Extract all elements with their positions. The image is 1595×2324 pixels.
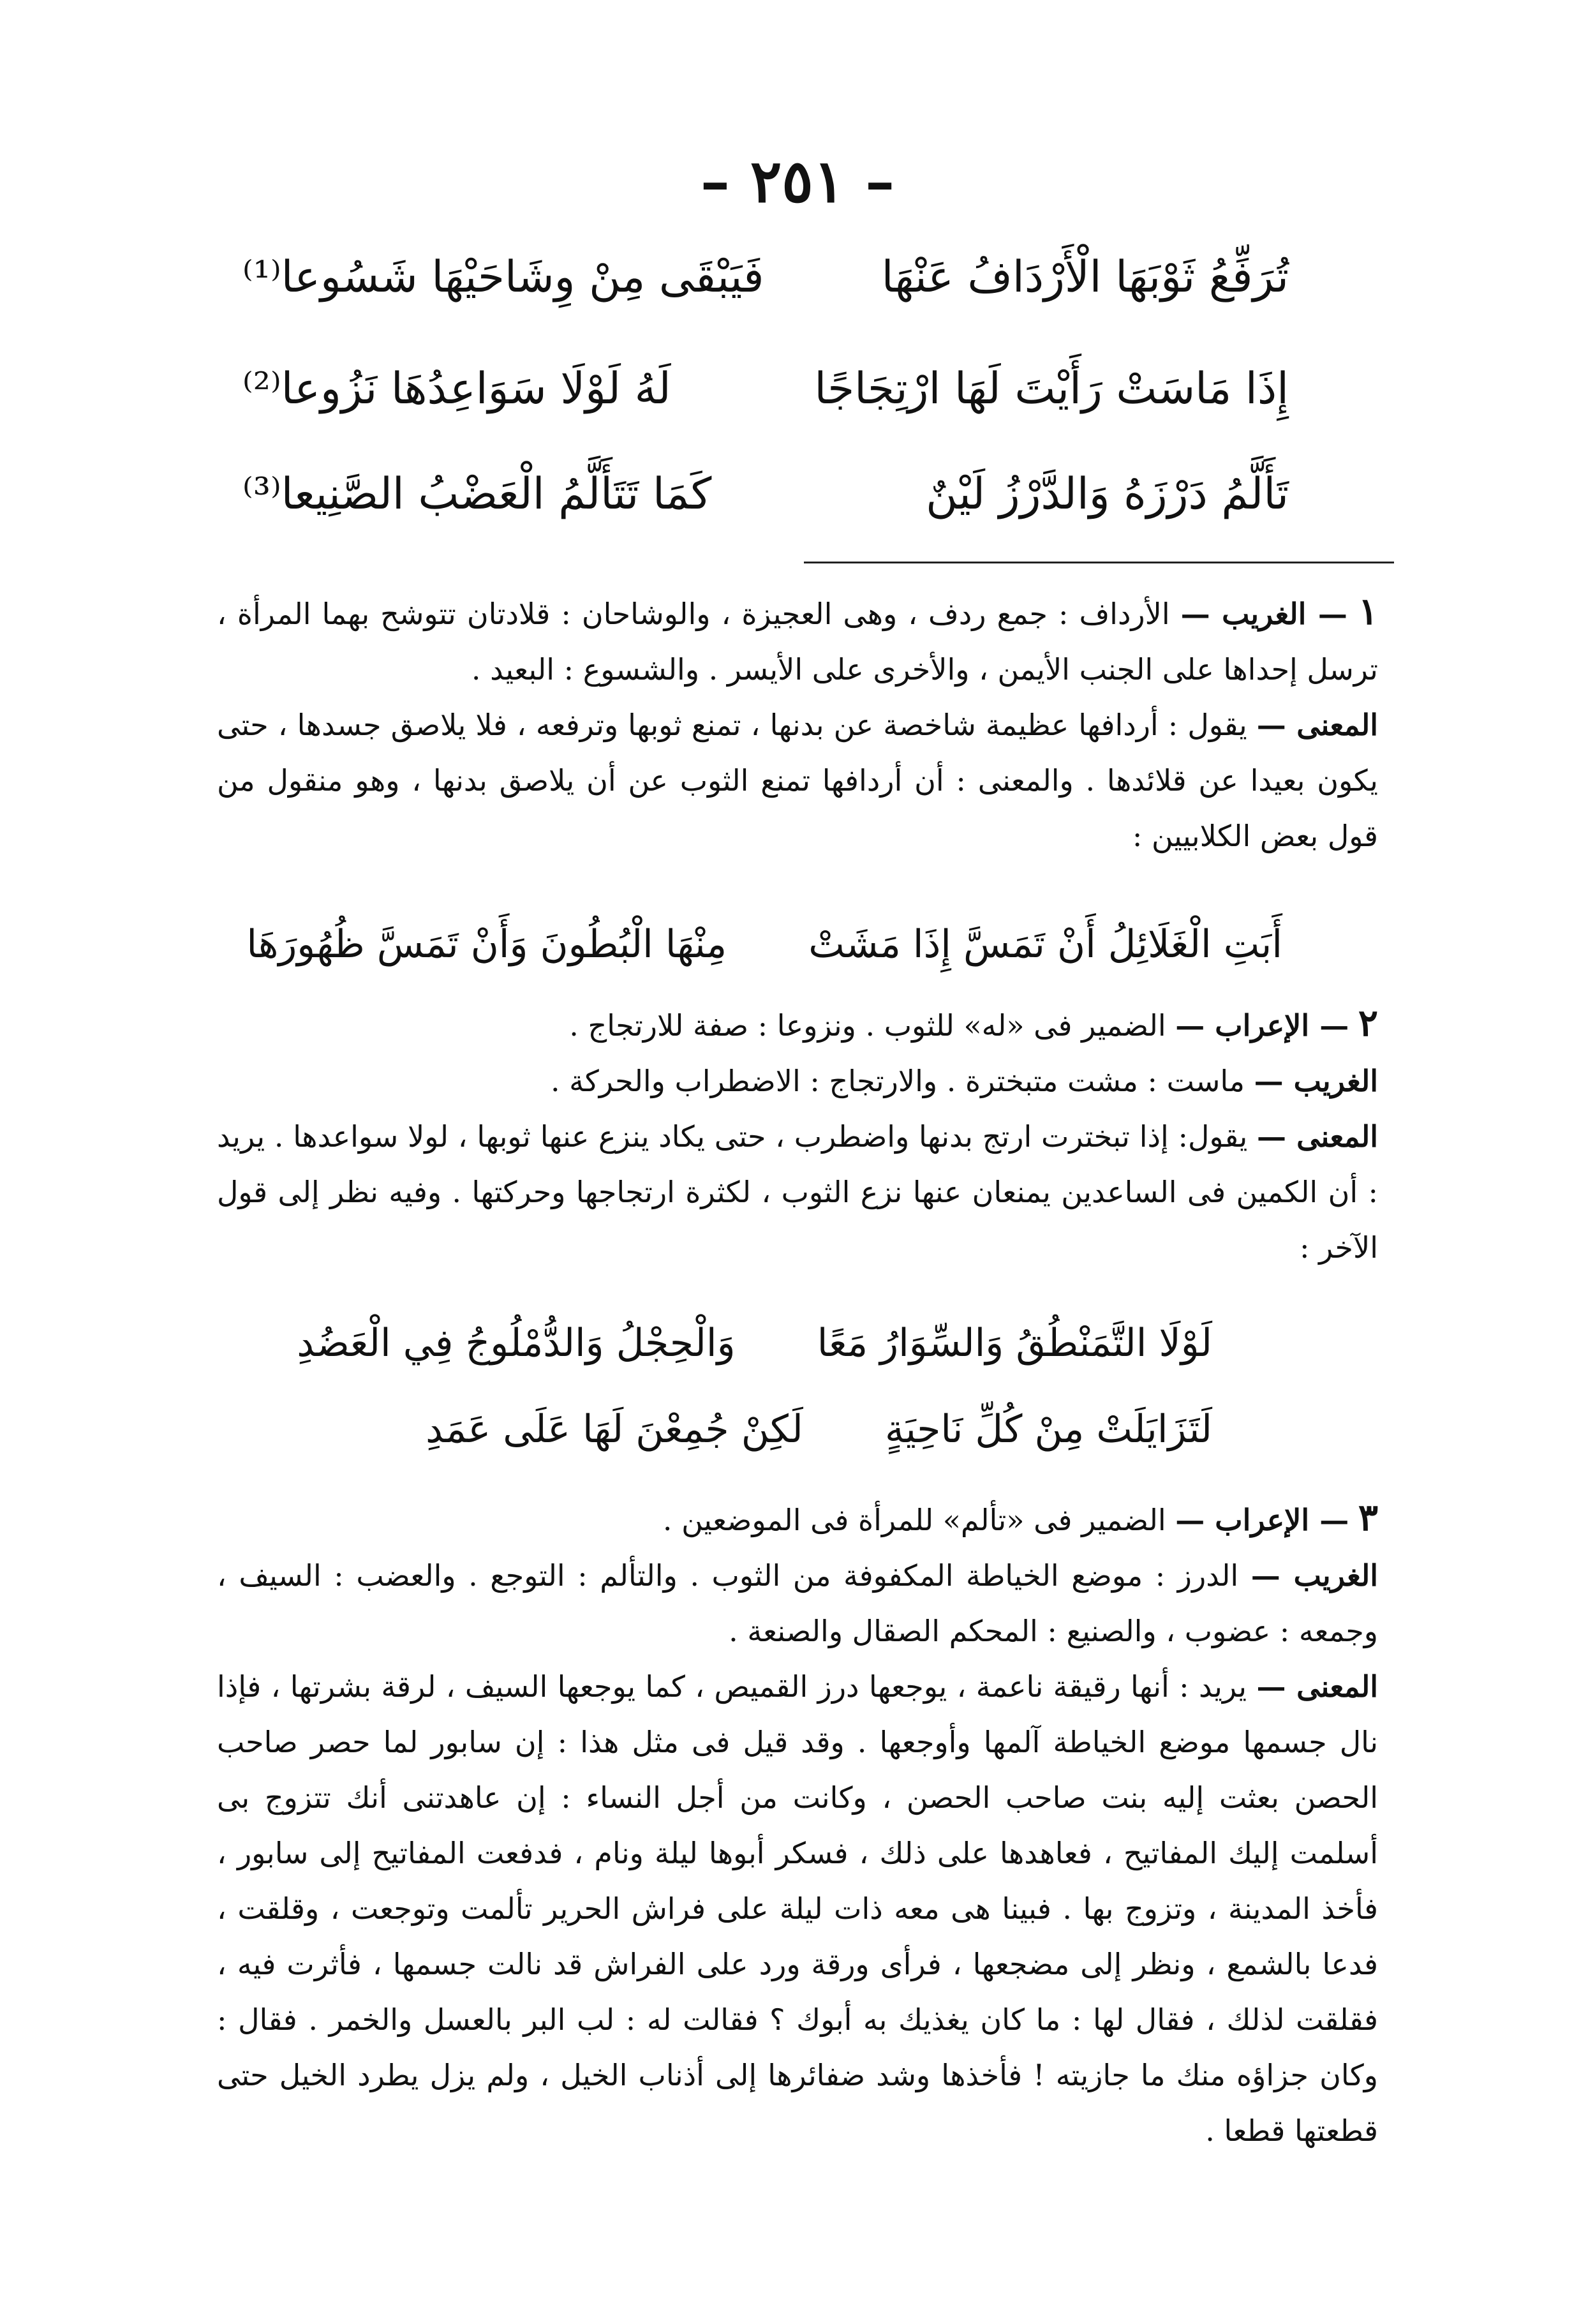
page-number: – ٢٥١ – <box>700 147 895 216</box>
poem-verse-3 <box>242 456 1289 533</box>
gharib-text: الدرز : موضع الخياطة المكفوفة من الثوب . والتألم : التوجع . والعضب : السيف ، وجمعه : عضوب ، والصنيع : المحكم الصقال والصنعة . <box>217 1558 1378 1648</box>
verse-3-second-hemistich: كَمَا تَتَأَلَّمُ الْعَضْبُ الصَّنِيعا⁽³⁾ <box>242 469 712 519</box>
mana-label: المعنى — <box>1257 1119 1378 1154</box>
note-1 <box>217 584 1378 864</box>
quote-second-hemistich: وَالْحِجْلُ وَالدُّمْلُوجُ فِي الْعَضُدِ <box>297 1321 736 1366</box>
note-3-gharib <box>217 1548 1378 1659</box>
note-1-gharib <box>217 584 1378 697</box>
verse-2-first-hemistich: إِذَا مَاسَتْ رَأَيْتَ لَهَا ارْتِجَاجًا <box>814 364 1289 414</box>
note-number: ١ <box>1358 590 1378 633</box>
verse-2-second-hemistich: لَهُ لَوْلَا سَوَاعِدُهَا نَزُوعا⁽²⁾ <box>242 364 671 414</box>
verse-1-first-hemistich: تُرَفِّعُ ثَوْبَهَا الْأَرْدَافُ عَنْهَا <box>881 252 1289 302</box>
irab-label: — الإعراب — <box>1175 1503 1349 1537</box>
mana-text: يريد : أنها رقيقة ناعمة ، يوجعها درز القميص ، كما يوجعها السيف ، لرقة بشرتها ، فإذا نال جسمها موضع الخياطة آلمها وأوجعها . وقد قيل فى مثل هذا : إن سابور لما حصر صاحب الحصن بعثت إليه بنت صاحب الحصن ، وكانت من أجل النساء : إن عاهدتنى أنك تتزوج بى أسلمت إليك المفاتيح ، فعاهدها على ذلك ، فسكر أبوها ليلة ونام ، فدفعت المفاتيح إلى سابور ، فأخذ المدينة ، وتزوج بها . فبينا هى معه ذات ليلة على فراش الحرير تألمت وتوجعت ، وقلقت ، فدعا بالشمع ، ونظر إلى مضجعها ، فرأى ورقة ورد على الفراش قد نالت جسمها ، فأثرت فيه ، فقلقت لذلك ، فقال لها : ما كان يغذيك به أبوك ؟ فقالت له : لب البر بالعسل والخمر . فقال : وكان جزاؤه منك ما جازيته ! فأخذها وشد ضفائرها إلى أذناب الخيل ، ولم يزل يطرد الخيل حتى قطعتها قطعا . <box>217 1669 1378 2148</box>
gharib-text: ماست : مشت متبخترة . والارتجاج : الاضطراب والحركة . <box>550 1064 1245 1098</box>
mana-text: يقول: إذا تبخترت ارتج بدنها واضطرب ، حتى يكاد ينزع عنها ثوبها ، لولا سواعدها . يريد : أن الكمين فى الساعدين يمنعان عنها نزع الثوب ، لكثرة ارتجاجها وحركتها . وفيه نظر إلى قول الآخر : <box>217 1119 1378 1265</box>
irab-text: الضمير فى «تألم» للمرأة فى الموضعين . <box>662 1503 1166 1537</box>
note-1-quote-verse <box>246 909 1282 980</box>
note-number: ٣ <box>1358 1496 1378 1539</box>
gharib-label: الغريب — <box>1250 1558 1378 1593</box>
note-2-quote-verse-2 <box>426 1394 1212 1464</box>
gharib-text: الأرداف : جمع ردف ، وهى العجيزة ، والوشاحان : قلادتان تتوشح بهما المرأة ، ترسل إحداها على الجنب الأيمن ، والأخرى على الأيسر . والشسوع : البعيد . <box>217 597 1378 687</box>
quote-first-hemistich: لَوْلَا التَّمَنْطُقُ وَالسِّوَارُ مَعًا <box>817 1321 1212 1366</box>
quote-first-hemistich: لَتَزَايَلَتْ مِنْ كُلِّ نَاحِيَةٍ <box>884 1407 1212 1452</box>
note-3-mana <box>217 1659 1378 2159</box>
poem-verse-2 <box>242 351 1289 428</box>
footnote-divider <box>804 562 1394 563</box>
note-2-mana <box>217 1109 1378 1276</box>
verse-3-first-hemistich: تَأَلَّمُ دَرْزَهُ وَالدَّرْزُ لَيْنٌ <box>926 469 1289 519</box>
note-number: ٢ <box>1358 1001 1378 1045</box>
verse-1-second-hemistich: فَيَبْقَى مِنْ وِشَاحَيْهَا شَسُوعا⁽¹⁾ <box>242 252 764 302</box>
gharib-label: الغريب — <box>1254 1064 1378 1098</box>
mana-label: المعنى — <box>1256 1669 1378 1704</box>
note-2-gharib <box>217 1054 1378 1109</box>
irab-label: — الإعراب — <box>1175 1008 1349 1043</box>
poem-verse-1 <box>242 239 1289 316</box>
irab-text: الضمير فى «له» للثوب . ونزوعا : صفة للارتجاج . <box>569 1008 1166 1043</box>
note-1-mana <box>217 697 1378 864</box>
gharib-label: — الغريب — <box>1180 597 1347 631</box>
note-3 <box>217 1490 1378 2159</box>
note-2-irab <box>217 995 1378 1054</box>
quote-second-hemistich: لَكِنْ جُمِعْنَ لَهَا عَلَى عَمَدِ <box>426 1407 803 1452</box>
mana-label: المعنى — <box>1256 708 1378 742</box>
note-3-irab <box>217 1490 1378 1548</box>
mana-text: يقول : أردافها عظيمة شاخصة عن بدنها ، تمنع ثوبها وترفعه ، فلا يلاصق جسدها ، حتى يكون بعيدا عن قلائدها . والمعنى : أن أردافها تمنع الثوب عن أن يلاصق بدنها ، وهو منقول من قول بعض الكلابيين : <box>217 708 1378 853</box>
note-2-quote-verse-1 <box>297 1308 1212 1378</box>
quote-first-hemistich: أَبَتِ الْغَلَائِلُ أَنْ تَمَسَّ إِذَا مَشَتْ <box>808 922 1282 967</box>
quote-second-hemistich: مِنْهَا الْبُطُونَ وَأَنْ تَمَسَّ ظُهُورَهَا <box>246 922 727 967</box>
note-2 <box>217 995 1378 1276</box>
